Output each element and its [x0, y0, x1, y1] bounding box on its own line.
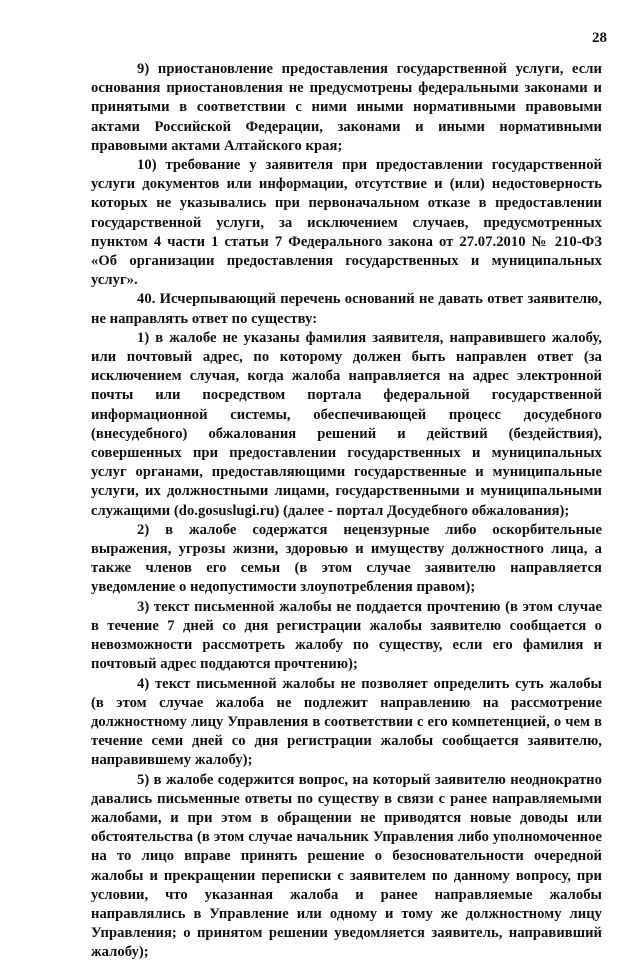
document-body [91, 60, 602, 963]
paragraph-subitem-1: 1) в жалобе не указаны фамилия заявителя, направившего жалобу, или почтовый адрес, по которому должен быть направлен ответ (за исключением случая, когда жалоба направляется на адрес электронной почты или посредством портала федеральной государственной информационной системы, обеспечивающей процесс досудебного (внесудебного) обжалования решений и действий (бездействия), совершенных при предоставлении государственных и муниципальных услуг органами, предоставляющими государственные и муниципальные услуги, их должностными лицами, государственными и муниципальными служащими (do.gosuslugi.ru) (далее - портал Досудебного обжалования); [91, 329, 602, 519]
paragraph-subitem-3: 3) текст письменной жалобы не поддается прочтению (в этом случае в течение 7 дней со дня регистрации жалобы заявителю сообщается о невозможности рассмотреть жалобу по существу, если его фамилия и почтовый адрес поддаются прочтению); [91, 598, 602, 673]
paragraph-clause-40: 40. Исчерпывающий перечень оснований не давать ответ заявителю, не направлять ответ по существу: [91, 291, 602, 327]
paragraph-item-10: 10) требование у заявителя при предоставлении государственной услуги документов или информации, отсутствие и (или) недостоверность которых не указывались при первоначальном отказе в предоставлении государственной услуги, за исключением случаев, предусмотренных пунктом 4 части 1 статьи 7 Федерального закона от 27.07.2010 № 210-ФЗ «Об организации предоставления государственных и муниципальных услуг». [91, 157, 602, 289]
paragraph-subitem-4: 4) текст письменной жалобы не позволяет определить суть жалобы (в этом случае жалоба не подлежит направлению на рассмотрение должностному лицу Управления в соответствии с его компетенцией, о чем в течение семи дней со дня регистрации жалобы сообщается заявителю, направившему жалобу); [91, 675, 602, 769]
paragraph-item-9: 9) приостановление предоставления государственной услуги, если основания приостановления не предусмотрены федеральными законами и принятыми в соответствии с ними иными нормативными правовыми актами Российской Федерации, законами и иными нормативными правовыми актами Алтайского края; [91, 61, 602, 154]
page-number: 28 [592, 30, 607, 46]
paragraph-subitem-5: 5) в жалобе содержится вопрос, на который заявителю неоднократно давались письменные ответы по существу в связи с ранее направляемыми жалобами, и при этом в обращении не приводятся новые доводы или обстоятельства (в этом случае начальник Управления либо уполномоченное на то лицо вправе принять решение о безосновательности очередной жалобы и прекращении переписки с заявителем по данному вопросу, при условии, что указанная жалоба и ранее направляемые жалобы направлялись в Управление или одному и тому же должностному лицу Управления; о принятом решении уведомляется заявитель, направивший жалобу); [91, 771, 602, 961]
paragraph-subitem-2: 2) в жалобе содержатся нецензурные либо оскорбительные выражения, угрозы жизни, здоровью и имуществу должностного лица, а также членов его семьи (в этом случае заявителю направляется уведомление о недопустимости злоупотребления правом); [91, 521, 602, 596]
